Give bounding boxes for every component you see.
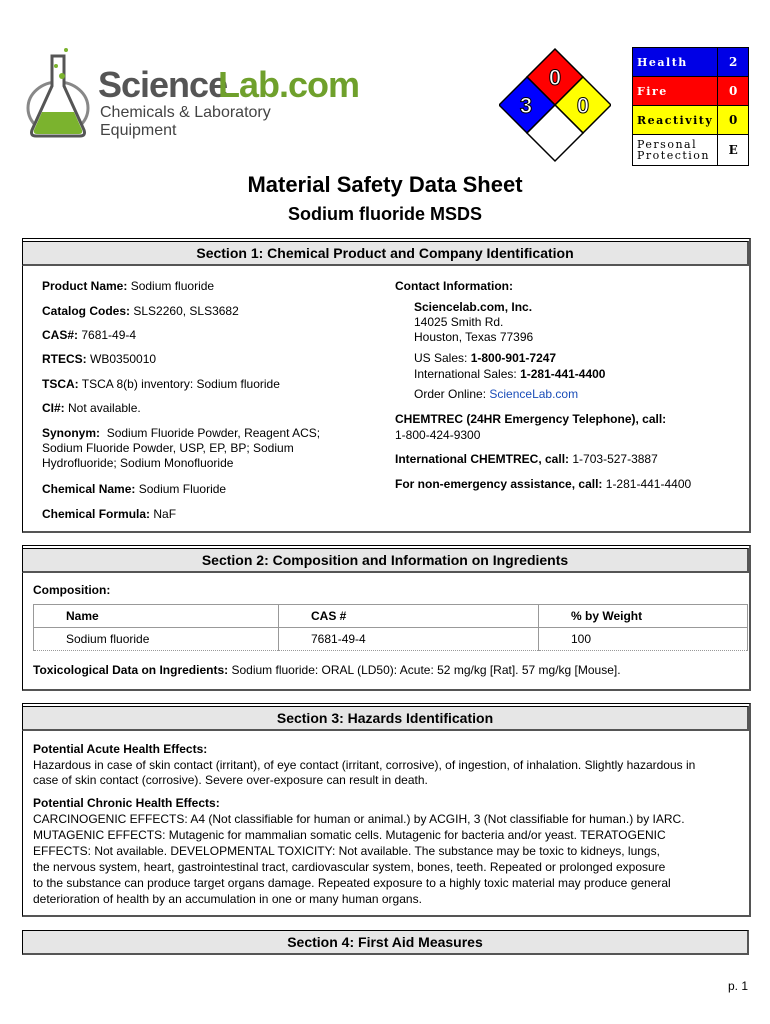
chronic-line3: EFFECTS: Not available. DEVELOPMENTAL TOXICITY: Not available. The substance may be toxic to kidneys, lungs, [33,844,660,858]
hmis-ppe-label [633,135,718,166]
ci-label: CI#: [42,401,65,415]
chronic-line4: the nervous system, heart, gastrointestinal tract, cardiovascular system, bones, teeth. Repeated or prolonged exposure [33,860,666,874]
table-row [34,628,748,651]
tox-data-value: Sodium fluoride: ORAL (LD50): Acute: 52 mg/kg [Rat]. 57 mg/kg [Mouse]. [231,663,621,677]
col-header-cas: CAS # [279,605,539,628]
product-name-label: Product Name: [42,279,128,293]
us-sales-row [414,351,556,366]
flask-icon [22,46,102,146]
catalog-value: SLS2260, SLS3682 [133,304,239,318]
nfpa-diamond [499,47,611,165]
composition-label: Composition: [33,583,111,597]
document-title: Material Safety Data Sheet [247,172,523,197]
us-sales-label: US Sales: [414,351,468,365]
hmis-ppe-label-line1: Personal [637,138,698,151]
tox-data-row [33,663,621,678]
formula-label: Chemical Formula: [42,507,151,521]
product-name-value: Sodium fluoride [130,279,215,293]
synonym-line3: Hydrofluoride; Sodium Monofluoride [42,456,234,470]
chemical-name-value: Sodium Fluoride [138,482,227,496]
logo-tagline: Chemicals & Laboratory Equipment [100,104,271,139]
cell-cas: 7681-49-4 [279,628,539,651]
hmis-health-label: Health [633,48,718,77]
acute-line1: Hazardous in case of skin contact (irritant), of eye contact (irritant, corrosive), of ingestion, of inhalation. Slightly hazardous in [33,758,696,772]
chronic-line1: CARCINOGENIC EFFECTS: A4 (Not classifiable for human or animal.) by ACGIH, 3 (Not classifiable for human.) by IARC. [33,812,685,826]
cas-label: CAS#: [42,328,79,342]
composition-header-row [34,605,748,628]
chronic-effects-label: Potential Chronic Health Effects: [33,796,220,810]
hmis-rating-table [632,47,749,166]
hmis-fire-value: 0 [718,77,749,106]
nfpa-health-value: 3 [519,93,533,118]
section3-heading: Section 3: Hazards Identification [22,706,749,731]
rtecs-row [42,352,156,367]
nonemergency-value: 1-281-441-4400 [605,477,692,491]
rtecs-label: RTECS: [42,352,87,366]
chronic-effects-text [33,811,685,907]
cell-name: Sodium fluoride [34,628,279,651]
hmis-reactivity-label: Reactivity [633,106,718,135]
formula-row [42,507,176,522]
section1-heading: Section 1: Chemical Product and Company Identification [22,241,749,266]
logo-brand-science: Science [98,64,228,105]
col-header-weight: % by Weight [539,605,748,628]
rtecs-value: WB0350010 [90,352,157,366]
address-line1: 14025 Smith Rd. [414,315,504,329]
synonym-line2: Sodium Fluoride Powder, USP, EP, BP; Sodium [42,441,294,455]
ci-row [42,401,141,416]
tsca-label: TSCA: [42,377,79,391]
hmis-ppe-label-line2: Protection [637,149,711,162]
cas-value: 7681-49-4 [81,328,137,342]
section4-heading: Section 4: First Aid Measures [22,930,749,955]
nfpa-fire-value: 0 [548,65,562,90]
section2-heading: Section 2: Composition and Information on Ingredients [22,548,749,573]
chronic-line2: MUTAGENIC EFFECTS: Mutagenic for mammalian somatic cells. Mutagenic for bacteria and/or yeast. TERATOGENIC [33,828,666,842]
hmis-ppe-value: E [718,135,749,166]
tsca-row [42,377,280,392]
order-online-row [414,387,578,402]
product-name-row [42,279,214,294]
cell-weight: 100 [539,628,748,651]
acute-effects-text [33,758,695,788]
logo-brand-lab: Lab.com [218,64,360,105]
intl-chemtrec-row [395,452,658,467]
company-name: Sciencelab.com, Inc. [414,300,533,314]
order-online-link[interactable]: ScienceLab.com [489,387,579,401]
tsca-value: TSCA 8(b) inventory: Sodium fluoride [81,377,280,391]
nonemergency-row [395,477,691,492]
intl-sales-value: 1-281-441-4400 [520,367,606,381]
chronic-line5: to the substance can produce target organs damage. Repeated exposure to a highly toxic material may produce general [33,876,671,890]
contact-label: Contact Information: [395,279,513,293]
synonym-line1: Sodium Fluoride Powder, Reagent ACS; [106,426,321,440]
acute-line2: case of skin contact (corrosive). Severe over-exposure can result in death. [33,773,428,787]
order-online-label: Order Online: [414,387,487,401]
synonym-row [42,426,320,471]
address-line2: Houston, Texas 77396 [414,330,534,344]
synonym-label: Synonym: [42,426,101,440]
chemtrec-label: CHEMTREC (24HR Emergency Telephone), call: [395,412,667,426]
hmis-health-value: 2 [718,48,749,77]
us-sales-value: 1-800-901-7247 [470,351,557,365]
sciencelab-logo [22,46,360,146]
acute-effects-label: Potential Acute Health Effects: [33,742,208,756]
catalog-row [42,304,239,319]
intl-chemtrec-label: International CHEMTREC, call: [395,452,570,466]
nonemergency-label: For non-emergency assistance, call: [395,477,603,491]
chemical-name-row [42,482,226,497]
hmis-reactivity-value: 0 [718,106,749,135]
document-subtitle: Sodium fluoride MSDS [287,204,482,224]
ci-value: Not available. [68,401,141,415]
cas-row [42,328,136,343]
intl-chemtrec-value: 1-703-527-3887 [572,452,658,466]
tox-data-label: Toxicological Data on Ingredients: [33,663,229,677]
nfpa-reactivity-value: 0 [576,93,590,118]
col-header-name: Name [34,605,279,628]
intl-sales-row [414,367,605,382]
page-number: p. 1 [728,979,749,993]
chemtrec-value: 1-800-424-9300 [395,428,481,442]
hmis-fire-label: Fire [633,77,718,106]
chronic-line6: deterioration of health by an accumulation in one or many human organs. [33,892,422,906]
formula-value: NaF [153,507,177,521]
intl-sales-label: International Sales: [414,367,517,381]
chemical-name-label: Chemical Name: [42,482,136,496]
composition-table [33,604,748,651]
catalog-label: Catalog Codes: [42,304,131,318]
